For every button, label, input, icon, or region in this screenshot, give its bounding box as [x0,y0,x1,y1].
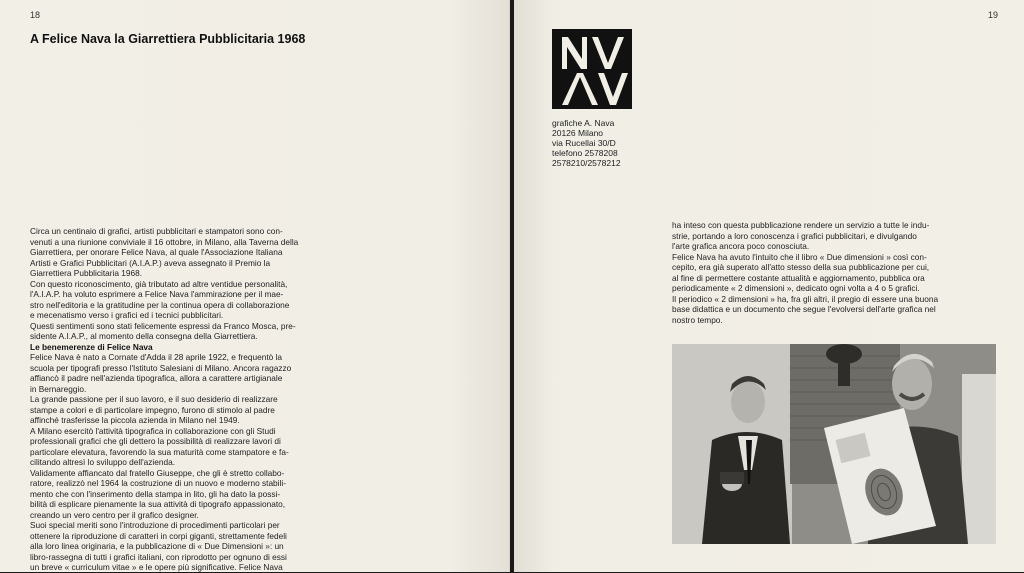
paragraph: Felice Nava ha avuto l'intuito che il libro « Due dimensioni » così con- cepito, era già superato all'atto stesso della sua pubblicazione per cui, al fine di permettere costante attualità e aggiornamento, pubblica ora periodicamente « 2 dimensioni », dedicato ogni volta a 4 o 5 grafici. [672,251,930,293]
company-address [552,118,621,168]
paragraph: Suoi special meriti sono l'introduzione di procedimenti particolari per ottenere la riproduzione di caratteri in corpi giganti, strettamente fedeli alla loro linea originaria, e la pubblicazione di « Due Dimensioni »: un libro-rassegna di tutti i grafici italiani, con riprodotto per ognuno di essi un breve « curriculum vitae » e le opere più significative. Felice Nava [30,520,287,572]
award-photo-illustration [672,344,996,544]
address-line: grafiche A. Nava [552,118,615,128]
paragraph: Validamente affiancato dal fratello Giuseppe, che gli è stretto collabo- ratore, realizzò nel 1964 la costruzione di un nuovo e moderno stabili- mento che con l'inserimento della stampa in lito, gli ha dato la possi- bilità di esplicare pienamente la sua attività di tipografo appassionato, creando un vero centro per il grafico designer. [30,467,286,520]
paragraph: Circa un centinaio di grafici, artisti pubblicitari e stampatori sono con- venuti a una riunione conviviale il 16 ottobre, in Milano, alla Taverna della Giarrettiera, per onorare Felice Nava, al quale l'Associazione Italiana Artisti e Grafici Pubblicitari (A.I.A.P.) aveva assegnato il Premio la Giarrettiera Pubblicitaria 1968. [30,226,299,278]
paragraph: Il periodico « 2 dimensioni » ha, fra gli altri, il pregio di essere una buona base didattica e un documento che segue l'evolversi dell'arte grafica nel nostro tempo. [672,293,939,325]
section-subheading: Le benemerenze di Felice Nava [30,341,153,352]
award-ceremony-photo [672,344,996,544]
article-body-left [30,226,358,573]
nava-logo [552,29,632,109]
paragraph: A Milano esercitò l'attività tipografica in collaborazione con gli Studi professionali grafici che gli dettero la possibilità di realizzare lavori di particolare elevatura, favorendo la sua maturità come stampatore e fa- cilitando altresì lo sviluppo dell'azienda. [30,425,289,467]
address-line: via Rucellai 30/D [552,138,616,148]
paragraph: La grande passione per il suo lavoro, e il suo desiderio di realizzare stampe a colori e di particolare impegno, furono di stimolo al padre affinché trasferisse la piccola azienda in Milano nel 1949. [30,394,278,425]
address-line: 2578210/2578212 [552,158,621,168]
address-line: 20126 Milano [552,128,604,138]
paragraph: Con questo riconoscimento, già tributato ad altre ventidue personalità, l'A.I.A.P. ha voluto esprimere a Felice Nava l'ammirazione per il mae- stro nell'editoria e la gratitudine per la continua opera di collaborazione e mecenatismo verso i grafici ed i tecnici pubblicitari. [30,278,290,320]
page-number-right: 19 [987,10,998,20]
article-body-right [672,220,998,325]
left-page [0,0,510,572]
right-page [514,0,1024,572]
paragraph: ha inteso con questa pubblicazione rendere un servizio a tutte le indu- strie, portando a loro conoscenza i grafici pubblicitari, e divulgando l'arte grafica ancora poco conosciuta. [672,220,930,251]
nava-logo-mark [552,29,632,109]
article-title: A Felice Nava la Giarrettiera Pubblicitaria 1968 [30,32,306,46]
paragraph: Questi sentimenti sono stati felicemente espressi da Franco Mosca, pre- sidente A.I.A.P., al momento della consegna della Giarrettiera. [30,320,296,341]
address-line: telefono 2578208 [552,148,618,158]
page-number-left: 18 [30,10,41,20]
paragraph: Felice Nava è nato a Cornate d'Adda il 28 aprile 1922, e frequentò la scuola per tipografi presso l'Istituto Salesiani di Milano. Ancora ragazzo affiancò il padre nell'azienda tipografica, allora a carattere artigianale in Bernareggio. [30,352,292,394]
